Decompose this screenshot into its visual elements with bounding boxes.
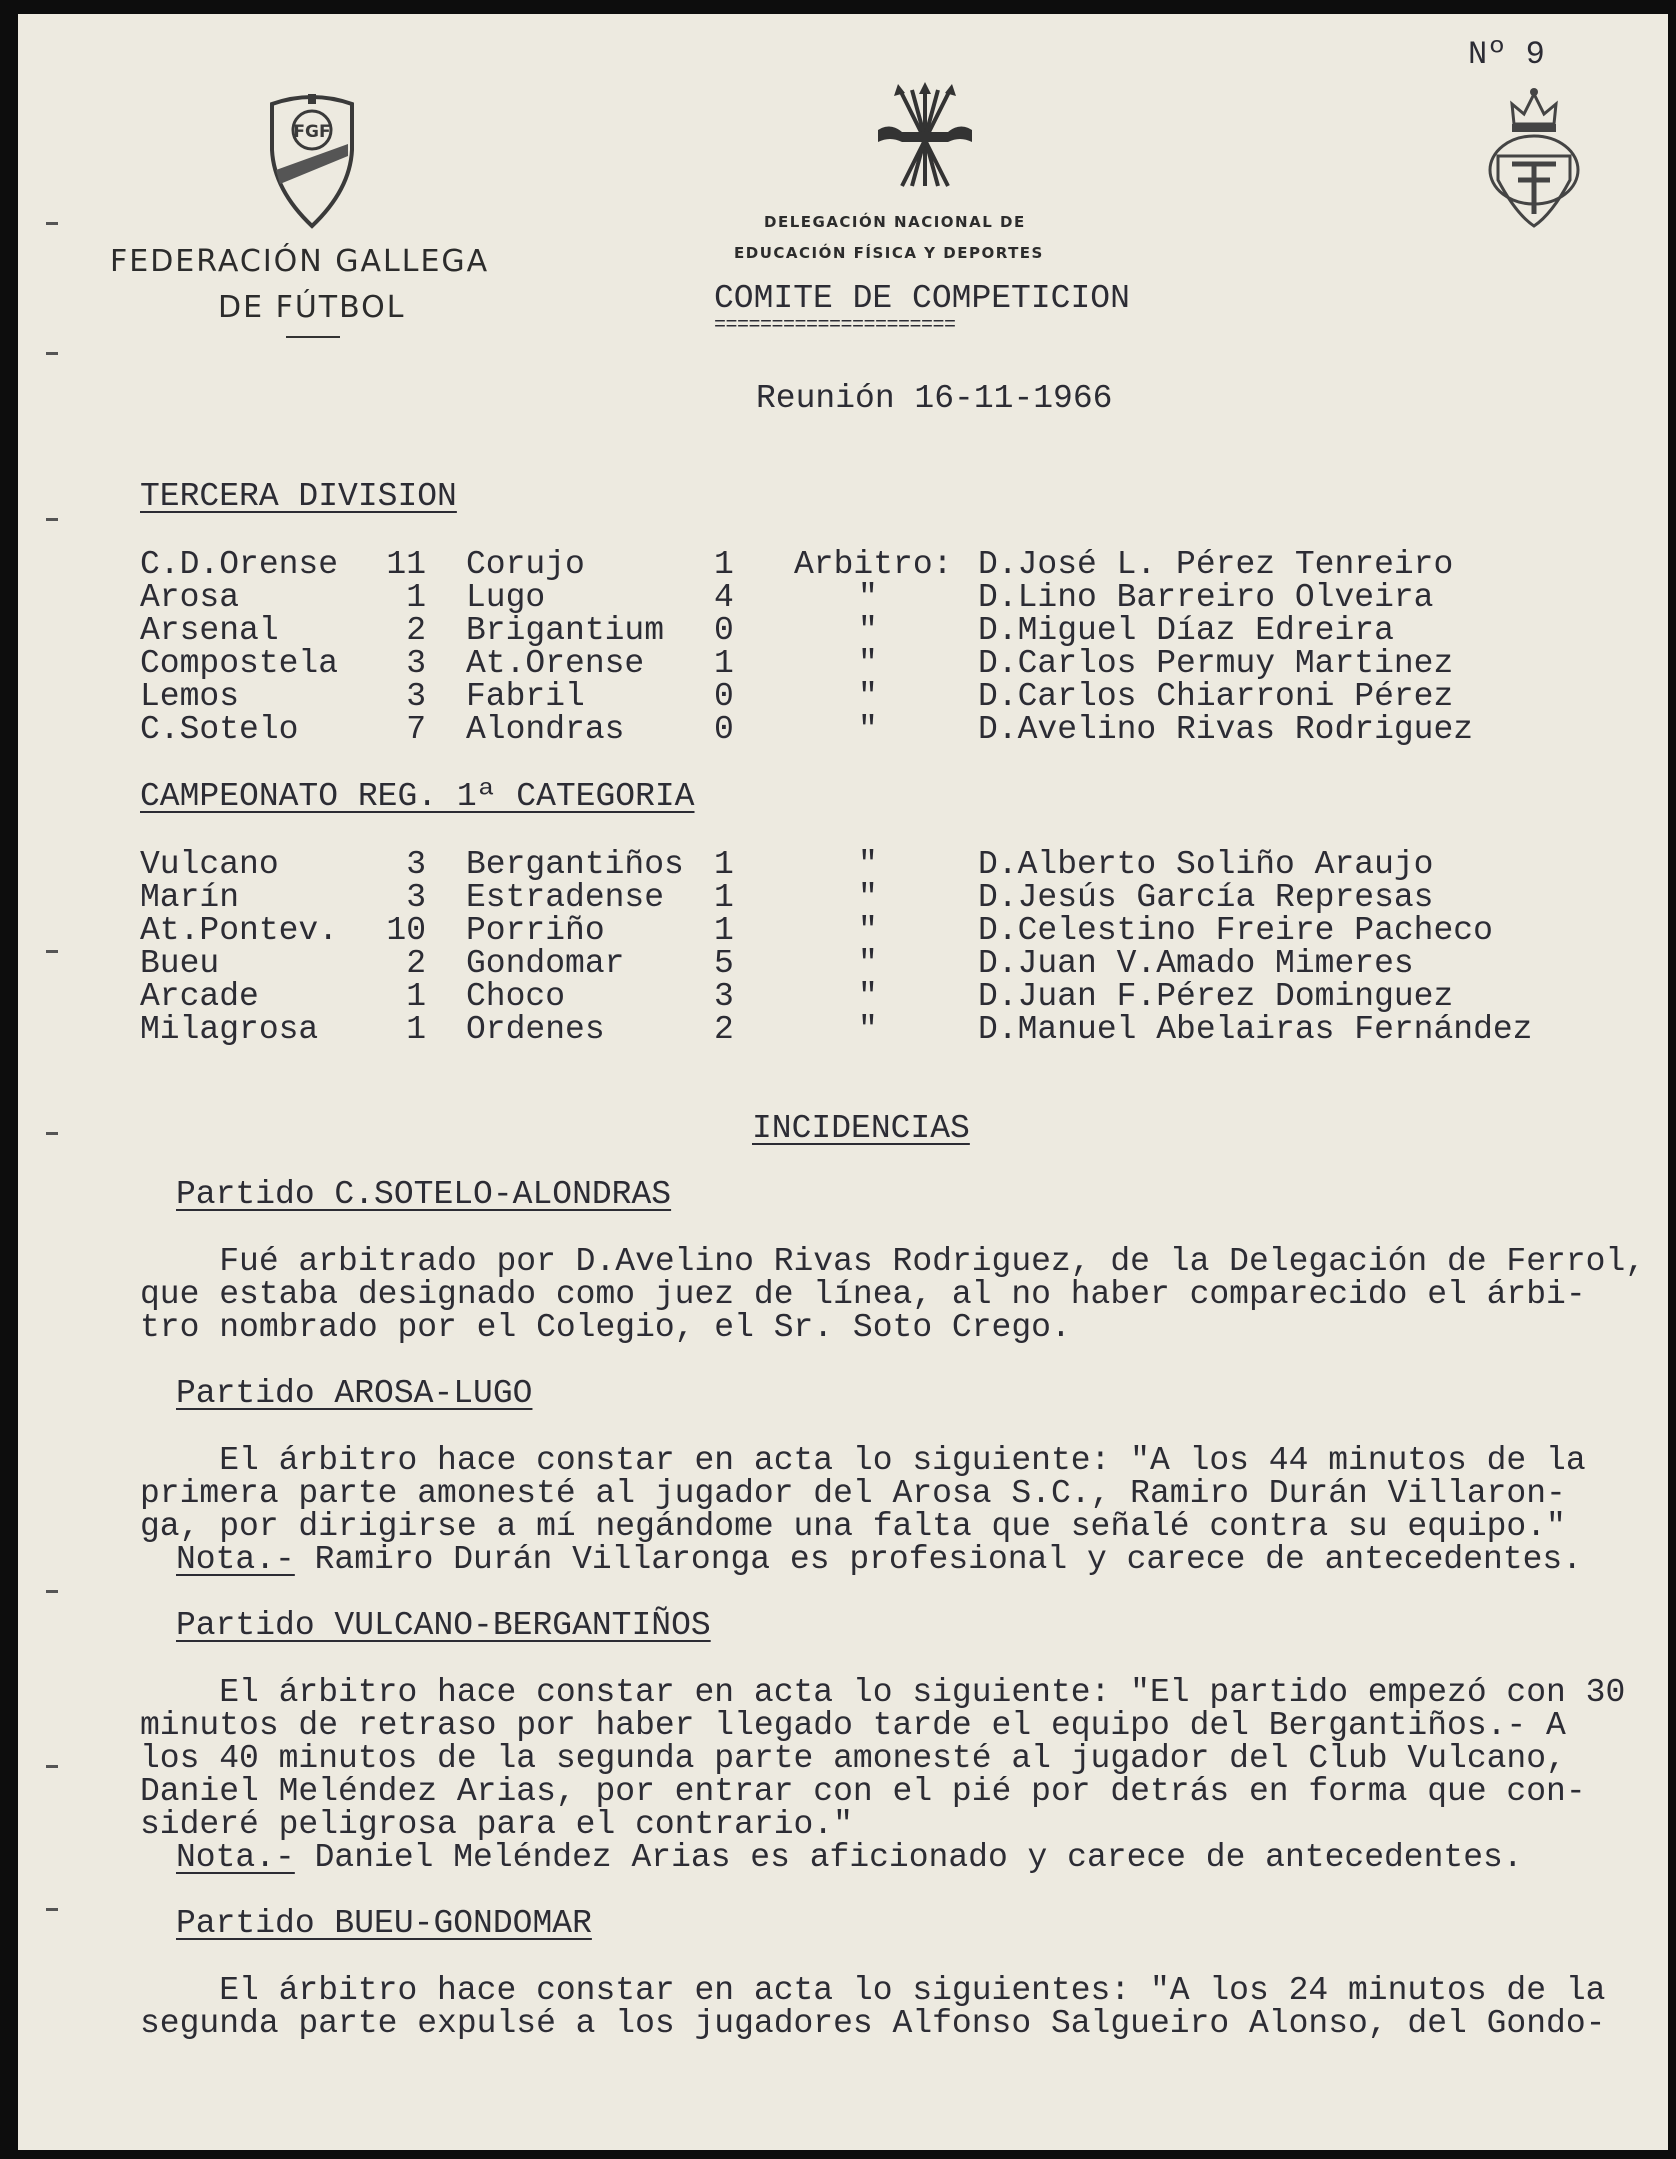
- committee-title: COMITE DE COMPETICION: [714, 280, 1130, 317]
- away-team: Gondomar: [466, 945, 625, 982]
- match-row: [0, 980, 1676, 1013]
- ditto-mark: ": [858, 1011, 878, 1048]
- meeting-date: Reunión 16-11-1966: [756, 380, 1113, 417]
- away-score: 1: [714, 846, 734, 883]
- federation-name-line1: FEDERACIÓN GALLEGA: [110, 244, 490, 279]
- incident-line: El árbitro hace constar en acta lo siguiente: "El partido empezó con 30: [140, 1674, 1626, 1711]
- royal-crest-icon: [1482, 84, 1586, 232]
- incident-title: Partido BUEU-GONDOMAR: [176, 1905, 592, 1942]
- away-team: At.Orense: [466, 645, 645, 682]
- referee-name: D.Avelino Rivas Rodriguez: [978, 711, 1474, 748]
- incident-line: El árbitro hace constar en acta lo siguiente: "A los 44 minutos de la: [140, 1442, 1586, 1479]
- home-score: 1: [406, 579, 426, 616]
- referee-label: Arbitro:: [794, 546, 953, 583]
- ditto-mark: ": [858, 978, 878, 1015]
- note-label: Nota.-: [176, 1541, 295, 1578]
- home-score: 2: [406, 612, 426, 649]
- home-team: C.Sotelo: [140, 711, 299, 748]
- referee-name: D.Jesús García Represas: [978, 879, 1434, 916]
- home-score: 2: [406, 945, 426, 982]
- referee-name: D.Lino Barreiro Olveira: [978, 579, 1434, 616]
- away-team: Choco: [466, 978, 566, 1015]
- away-score: 0: [714, 678, 734, 715]
- referee-name: D.Juan F.Pérez Dominguez: [978, 978, 1454, 1015]
- home-team: Bueu: [140, 945, 220, 982]
- home-team: At.Pontev.: [140, 912, 339, 949]
- match-row: [0, 680, 1676, 713]
- margin-mark: [46, 518, 58, 521]
- home-score: 11: [386, 546, 426, 583]
- home-team: Milagrosa: [140, 1011, 319, 1048]
- away-team: Porriño: [466, 912, 605, 949]
- note-text: Ramiro Durán Villaronga es profesional y carece de antecedentes.: [294, 1541, 1583, 1578]
- referee-name: D.Alberto Soliño Araujo: [978, 846, 1434, 883]
- match-row: [0, 548, 1676, 581]
- incident-line: segunda parte expulsé a los jugadores Alfonso Salgueiro Alonso, del Gondo-: [140, 2005, 1606, 2042]
- document-number: Nº 9: [1468, 36, 1545, 73]
- match-row: [0, 848, 1676, 881]
- match-row: [0, 647, 1676, 680]
- margin-mark: [46, 222, 58, 225]
- incident-note: [176, 1543, 1582, 1576]
- referee-name: D.José L. Pérez Tenreiro: [978, 546, 1454, 583]
- ditto-mark: ": [858, 678, 878, 715]
- incidencias-title: INCIDENCIAS: [752, 1110, 970, 1147]
- incident-line: Fué arbitrado por D.Avelino Rivas Rodriguez, de la Delegación de Ferrol,: [140, 1243, 1646, 1280]
- home-score: 3: [406, 645, 426, 682]
- incident-title: Partido VULCANO-BERGANTIÑOS: [176, 1607, 711, 1644]
- ditto-mark: ": [858, 912, 878, 949]
- match-row: [0, 947, 1676, 980]
- home-team: Arcade: [140, 978, 259, 1015]
- match-row: [0, 614, 1676, 647]
- home-team: Arsenal: [140, 612, 279, 649]
- match-row: [0, 1013, 1676, 1046]
- note-text: Daniel Meléndez Arias es aficionado y carece de antecedentes.: [294, 1839, 1523, 1876]
- away-score: 1: [714, 879, 734, 916]
- home-score: 3: [406, 879, 426, 916]
- home-team: Vulcano: [140, 846, 279, 883]
- incident-line: primera parte amonesté al jugador del Arosa S.C., Ramiro Durán Villaron-: [140, 1475, 1566, 1512]
- ditto-mark: ": [858, 879, 878, 916]
- away-team: Lugo: [466, 579, 546, 616]
- home-score: 10: [386, 912, 426, 949]
- referee-name: D.Manuel Abelairas Fernández: [978, 1011, 1533, 1048]
- ditto-mark: ": [858, 846, 878, 883]
- incident-line: El árbitro hace constar en acta lo siguientes: "A los 24 minutos de la: [140, 1972, 1606, 2009]
- ditto-mark: ": [858, 612, 878, 649]
- home-score: 1: [406, 1011, 426, 1048]
- incident-line: minutos de retraso por haber llegado tarde el equipo del Bergantiños.- A: [140, 1707, 1566, 1744]
- home-team: Arosa: [140, 579, 240, 616]
- federation-rule: [286, 336, 340, 338]
- ditto-mark: ": [858, 711, 878, 748]
- home-team: C.D.Orense: [140, 546, 339, 583]
- away-team: Alondras: [466, 711, 625, 748]
- incident-line: que estaba designado como juez de línea, al no haber comparecido el árbi-: [140, 1276, 1586, 1313]
- margin-mark: [46, 1908, 58, 1911]
- referee-name: D.Carlos Chiarroni Pérez: [978, 678, 1454, 715]
- incident-title: Partido C.SOTELO-ALONDRAS: [176, 1176, 672, 1213]
- away-team: Estradense: [466, 879, 665, 916]
- note-label: Nota.-: [176, 1839, 295, 1876]
- match-row: [0, 881, 1676, 914]
- section-title-tercera-division: TERCERA DIVISION: [140, 478, 457, 515]
- home-score: 7: [406, 711, 426, 748]
- away-score: 1: [714, 645, 734, 682]
- ditto-mark: ": [858, 945, 878, 982]
- referee-name: D.Juan V.Amado Mimeres: [978, 945, 1414, 982]
- home-score: 3: [406, 678, 426, 715]
- incident-note: [176, 1841, 1523, 1874]
- away-score: 0: [714, 612, 734, 649]
- federation-shield-icon: [262, 92, 362, 232]
- incident-line: los 40 minutos de la segunda parte amonesté al jugador del Club Vulcano,: [140, 1740, 1566, 1777]
- match-row: [0, 713, 1676, 746]
- margin-mark: [46, 352, 58, 355]
- ditto-mark: ": [858, 645, 878, 682]
- away-score: 4: [714, 579, 734, 616]
- referee-name: D.Carlos Permuy Martinez: [978, 645, 1454, 682]
- delegation-line1: DELEGACIÓN NACIONAL DE: [764, 213, 1026, 231]
- incident-title: Partido AROSA-LUGO: [176, 1375, 533, 1412]
- away-team: Bergantiños: [466, 846, 684, 883]
- margin-mark: [46, 1765, 58, 1768]
- home-team: Marín: [140, 879, 240, 916]
- away-score: 1: [714, 912, 734, 949]
- away-score: 1: [714, 546, 734, 583]
- incident-line: tro nombrado por el Colegio, el Sr. Soto Crego.: [140, 1309, 1071, 1346]
- svg-text:FGF: FGF: [293, 122, 331, 142]
- home-score: 3: [406, 846, 426, 883]
- away-team: Fabril: [466, 678, 585, 715]
- away-team: Ordenes: [466, 1011, 605, 1048]
- incident-line: Daniel Meléndez Arias, por entrar con el pié por detrás en forma que con-: [140, 1773, 1586, 1810]
- away-score: 2: [714, 1011, 734, 1048]
- ditto-mark: ": [858, 579, 878, 616]
- match-row: [0, 581, 1676, 614]
- federation-name-line2: DE FÚTBOL: [218, 290, 406, 325]
- away-score: 3: [714, 978, 734, 1015]
- away-team: Corujo: [466, 546, 585, 583]
- away-score: 0: [714, 711, 734, 748]
- delegation-line2: EDUCACIÓN FÍSICA Y DEPORTES: [734, 244, 1044, 262]
- away-score: 5: [714, 945, 734, 982]
- home-score: 1: [406, 978, 426, 1015]
- referee-name: D.Celestino Freire Pacheco: [978, 912, 1493, 949]
- yoke-arrows-icon: [870, 82, 980, 194]
- away-team: Brigantium: [466, 612, 665, 649]
- committee-title-rule: =====================: [714, 314, 956, 337]
- incident-line: sideré peligrosa para el contrario.": [140, 1806, 853, 1843]
- match-row: [0, 914, 1676, 947]
- home-team: Lemos: [140, 678, 240, 715]
- section-title-campeonato-regional: CAMPEONATO REG. 1ª CATEGORIA: [140, 778, 695, 815]
- referee-name: D.Miguel Díaz Edreira: [978, 612, 1394, 649]
- incident-line: ga, por dirigirse a mí negándome una falta que señalé contra su equipo.": [140, 1508, 1566, 1545]
- margin-mark: [46, 1590, 58, 1593]
- home-team: Compostela: [140, 645, 339, 682]
